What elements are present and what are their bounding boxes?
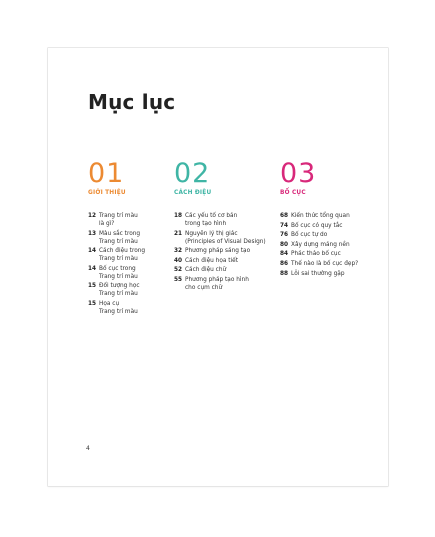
section-number: 03 <box>280 158 317 189</box>
book-page <box>48 48 388 486</box>
toc-page: 15 <box>88 300 97 307</box>
toc-page: 86 <box>280 260 289 267</box>
toc-label: Nguyên lý thị giác (Principles of Visual Design) <box>185 230 266 245</box>
toc-page: 13 <box>88 230 97 237</box>
toc-entry[interactable] <box>88 230 145 246</box>
toc-label: Kiến thức tổng quan <box>291 213 350 219</box>
toc-page: 68 <box>280 213 289 219</box>
section-stylization <box>174 160 211 196</box>
toc-label: Bố cục có quy tắc <box>291 222 343 229</box>
section-intro <box>88 160 126 196</box>
section-name: CÁCH ĐIỆU <box>174 190 212 196</box>
section-number: 02 <box>174 158 211 189</box>
toc-entry[interactable] <box>88 247 145 263</box>
toc-label: Thế nào là bố cục đẹp? <box>291 260 359 267</box>
toc-entry[interactable] <box>88 265 145 281</box>
toc-label: Bố cục trong Trang trí màu <box>99 265 138 280</box>
toc-entry[interactable] <box>174 266 266 274</box>
toc-label: Phương pháp tạo hình cho cụm chữ <box>185 276 249 291</box>
section-number: 01 <box>88 158 125 189</box>
toc-label: Lỗi sai thường gặp <box>291 270 345 277</box>
toc-page: 14 <box>88 248 97 255</box>
toc-entry[interactable] <box>280 212 358 220</box>
toc-page: 84 <box>280 251 289 258</box>
toc-entry[interactable] <box>174 276 266 292</box>
toc-label: Cách điệu chữ <box>185 267 227 274</box>
toc-page: 80 <box>280 241 289 248</box>
toc-page: 76 <box>280 232 289 239</box>
toc-page: 55 <box>174 276 183 283</box>
toc-entry[interactable] <box>280 222 358 230</box>
toc-entry[interactable] <box>174 230 266 246</box>
toc-page: 18 <box>174 213 183 219</box>
toc-label: Phương pháp sáng tạo <box>185 248 251 255</box>
toc-label: Bố cục tự do <box>291 232 328 239</box>
toc-page: 15 <box>88 283 97 290</box>
toc-page: 74 <box>280 222 289 229</box>
toc-page: 12 <box>88 213 97 219</box>
toc-label: Đối tượng học Trang trí màu <box>99 283 140 298</box>
toc-page: 32 <box>174 248 183 255</box>
toc-label: Phác thảo bố cục <box>291 251 341 258</box>
toc-list-stylization <box>174 212 266 294</box>
section-name: BỐ CỤC <box>280 190 306 196</box>
toc-list-composition <box>280 212 358 279</box>
toc-page: 21 <box>174 230 183 237</box>
toc-entry[interactable] <box>280 270 358 278</box>
toc-entry[interactable] <box>174 247 266 255</box>
toc-entry[interactable] <box>280 260 358 268</box>
toc-entry[interactable] <box>280 241 358 249</box>
section-name: GIỚI THIỆU <box>88 190 126 196</box>
page-title: Mục lục <box>88 90 176 114</box>
toc-entry[interactable] <box>88 212 145 228</box>
toc-label: Màu sắc trong Trang trí màu <box>99 230 141 245</box>
toc-label: Cách điệu trong Trang trí màu <box>99 248 146 263</box>
toc-label: Xây dựng mảng nền <box>291 241 350 248</box>
toc-list-intro <box>88 212 145 318</box>
toc-entry[interactable] <box>88 300 145 316</box>
toc-label: Họa cụ Trang trí màu <box>99 300 138 315</box>
toc-entry[interactable] <box>174 257 266 265</box>
toc-page: 14 <box>88 265 97 272</box>
page-number: 4 <box>86 445 90 452</box>
section-composition <box>280 160 316 196</box>
toc-page: 52 <box>174 267 183 274</box>
toc-label: Các yếu tố cơ bản trong tạo hình <box>185 213 238 227</box>
toc-label: Cách điệu họa tiết <box>185 257 239 264</box>
toc-page: 40 <box>174 257 183 264</box>
toc-entry[interactable] <box>280 250 358 258</box>
toc-entry[interactable] <box>280 231 358 239</box>
toc-entry[interactable] <box>88 282 145 298</box>
toc-entry[interactable] <box>174 212 266 228</box>
toc-page: 88 <box>280 270 289 277</box>
toc-label: Trang trí màu là gì? <box>99 213 138 227</box>
